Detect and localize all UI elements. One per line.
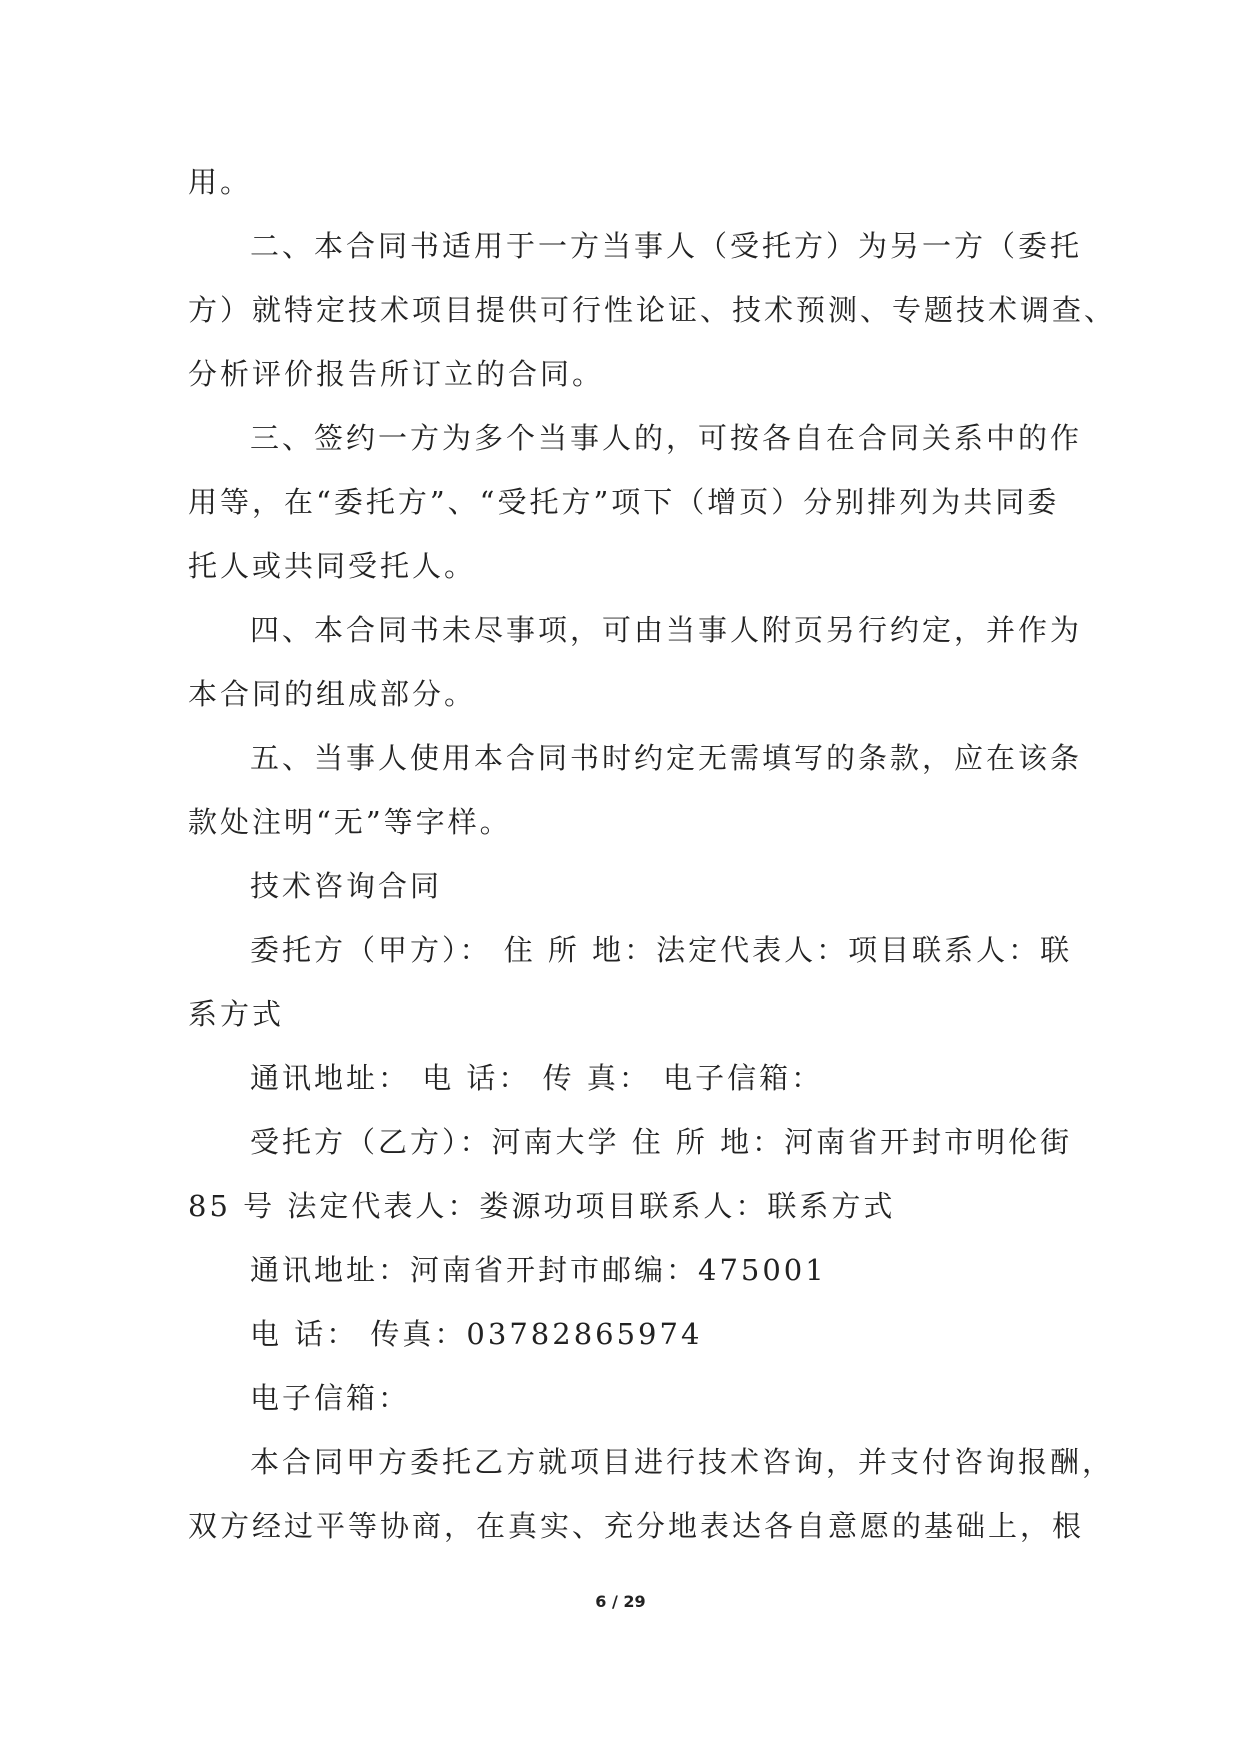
text-line: 85 号 法定代表人：娄源功项目联系人：联系方式 [188, 1189, 896, 1223]
text-line: 款处注明“无”等字样。 [188, 805, 512, 839]
text-line: 电子信箱： [250, 1381, 411, 1415]
document-body [188, 150, 1117, 1558]
text-line: 本合同甲方委托乙方就项目进行技术咨询，并支付咨询报酬， [250, 1445, 1115, 1479]
text-line: 方）就特定技术项目提供可行性论证、技术预测、专题技术调查、 [188, 293, 1117, 327]
text-line: 电 话： 传真：03782865974 [250, 1317, 703, 1351]
text-line: 分析评价报告所订立的合同。 [188, 357, 605, 391]
text-line: 双方经过平等协商，在真实、充分地表达各自意愿的基础上，根 [188, 1509, 1085, 1543]
text-line: 托人或共同受托人。 [188, 549, 477, 583]
text-line: 四、本合同书未尽事项，可由当事人附页另行约定，并作为 [250, 613, 1083, 647]
text-line: 委托方（甲方）： 住 所 地：法定代表人：项目联系人：联 [250, 933, 1073, 967]
text-line: 三、签约一方为多个当事人的，可按各自在合同关系中的作 [250, 421, 1083, 455]
text-line: 五、当事人使用本合同书时约定无需填写的条款，应在该条 [250, 741, 1083, 775]
page-number: 6 / 29 [595, 1592, 646, 1611]
text-line: 本合同的组成部分。 [188, 677, 477, 711]
text-line: 技术咨询合同 [250, 869, 443, 903]
text-line: 通讯地址：河南省开封市邮编：475001 [250, 1253, 827, 1287]
text-line: 受托方（乙方）：河南大学 住 所 地：河南省开封市明伦街 [250, 1125, 1073, 1159]
text-line: 二、本合同书适用于一方当事人（受托方）为另一方（委托 [250, 229, 1083, 263]
text-line: 通讯地址： 电 话： 传 真： 电子信箱： [250, 1061, 824, 1095]
text-line: 系方式 [188, 997, 285, 1031]
text-line: 用等，在“委托方”、“受托方”项下（增页）分别排列为共同委 [188, 485, 1060, 519]
text-line: 用。 [188, 165, 253, 199]
